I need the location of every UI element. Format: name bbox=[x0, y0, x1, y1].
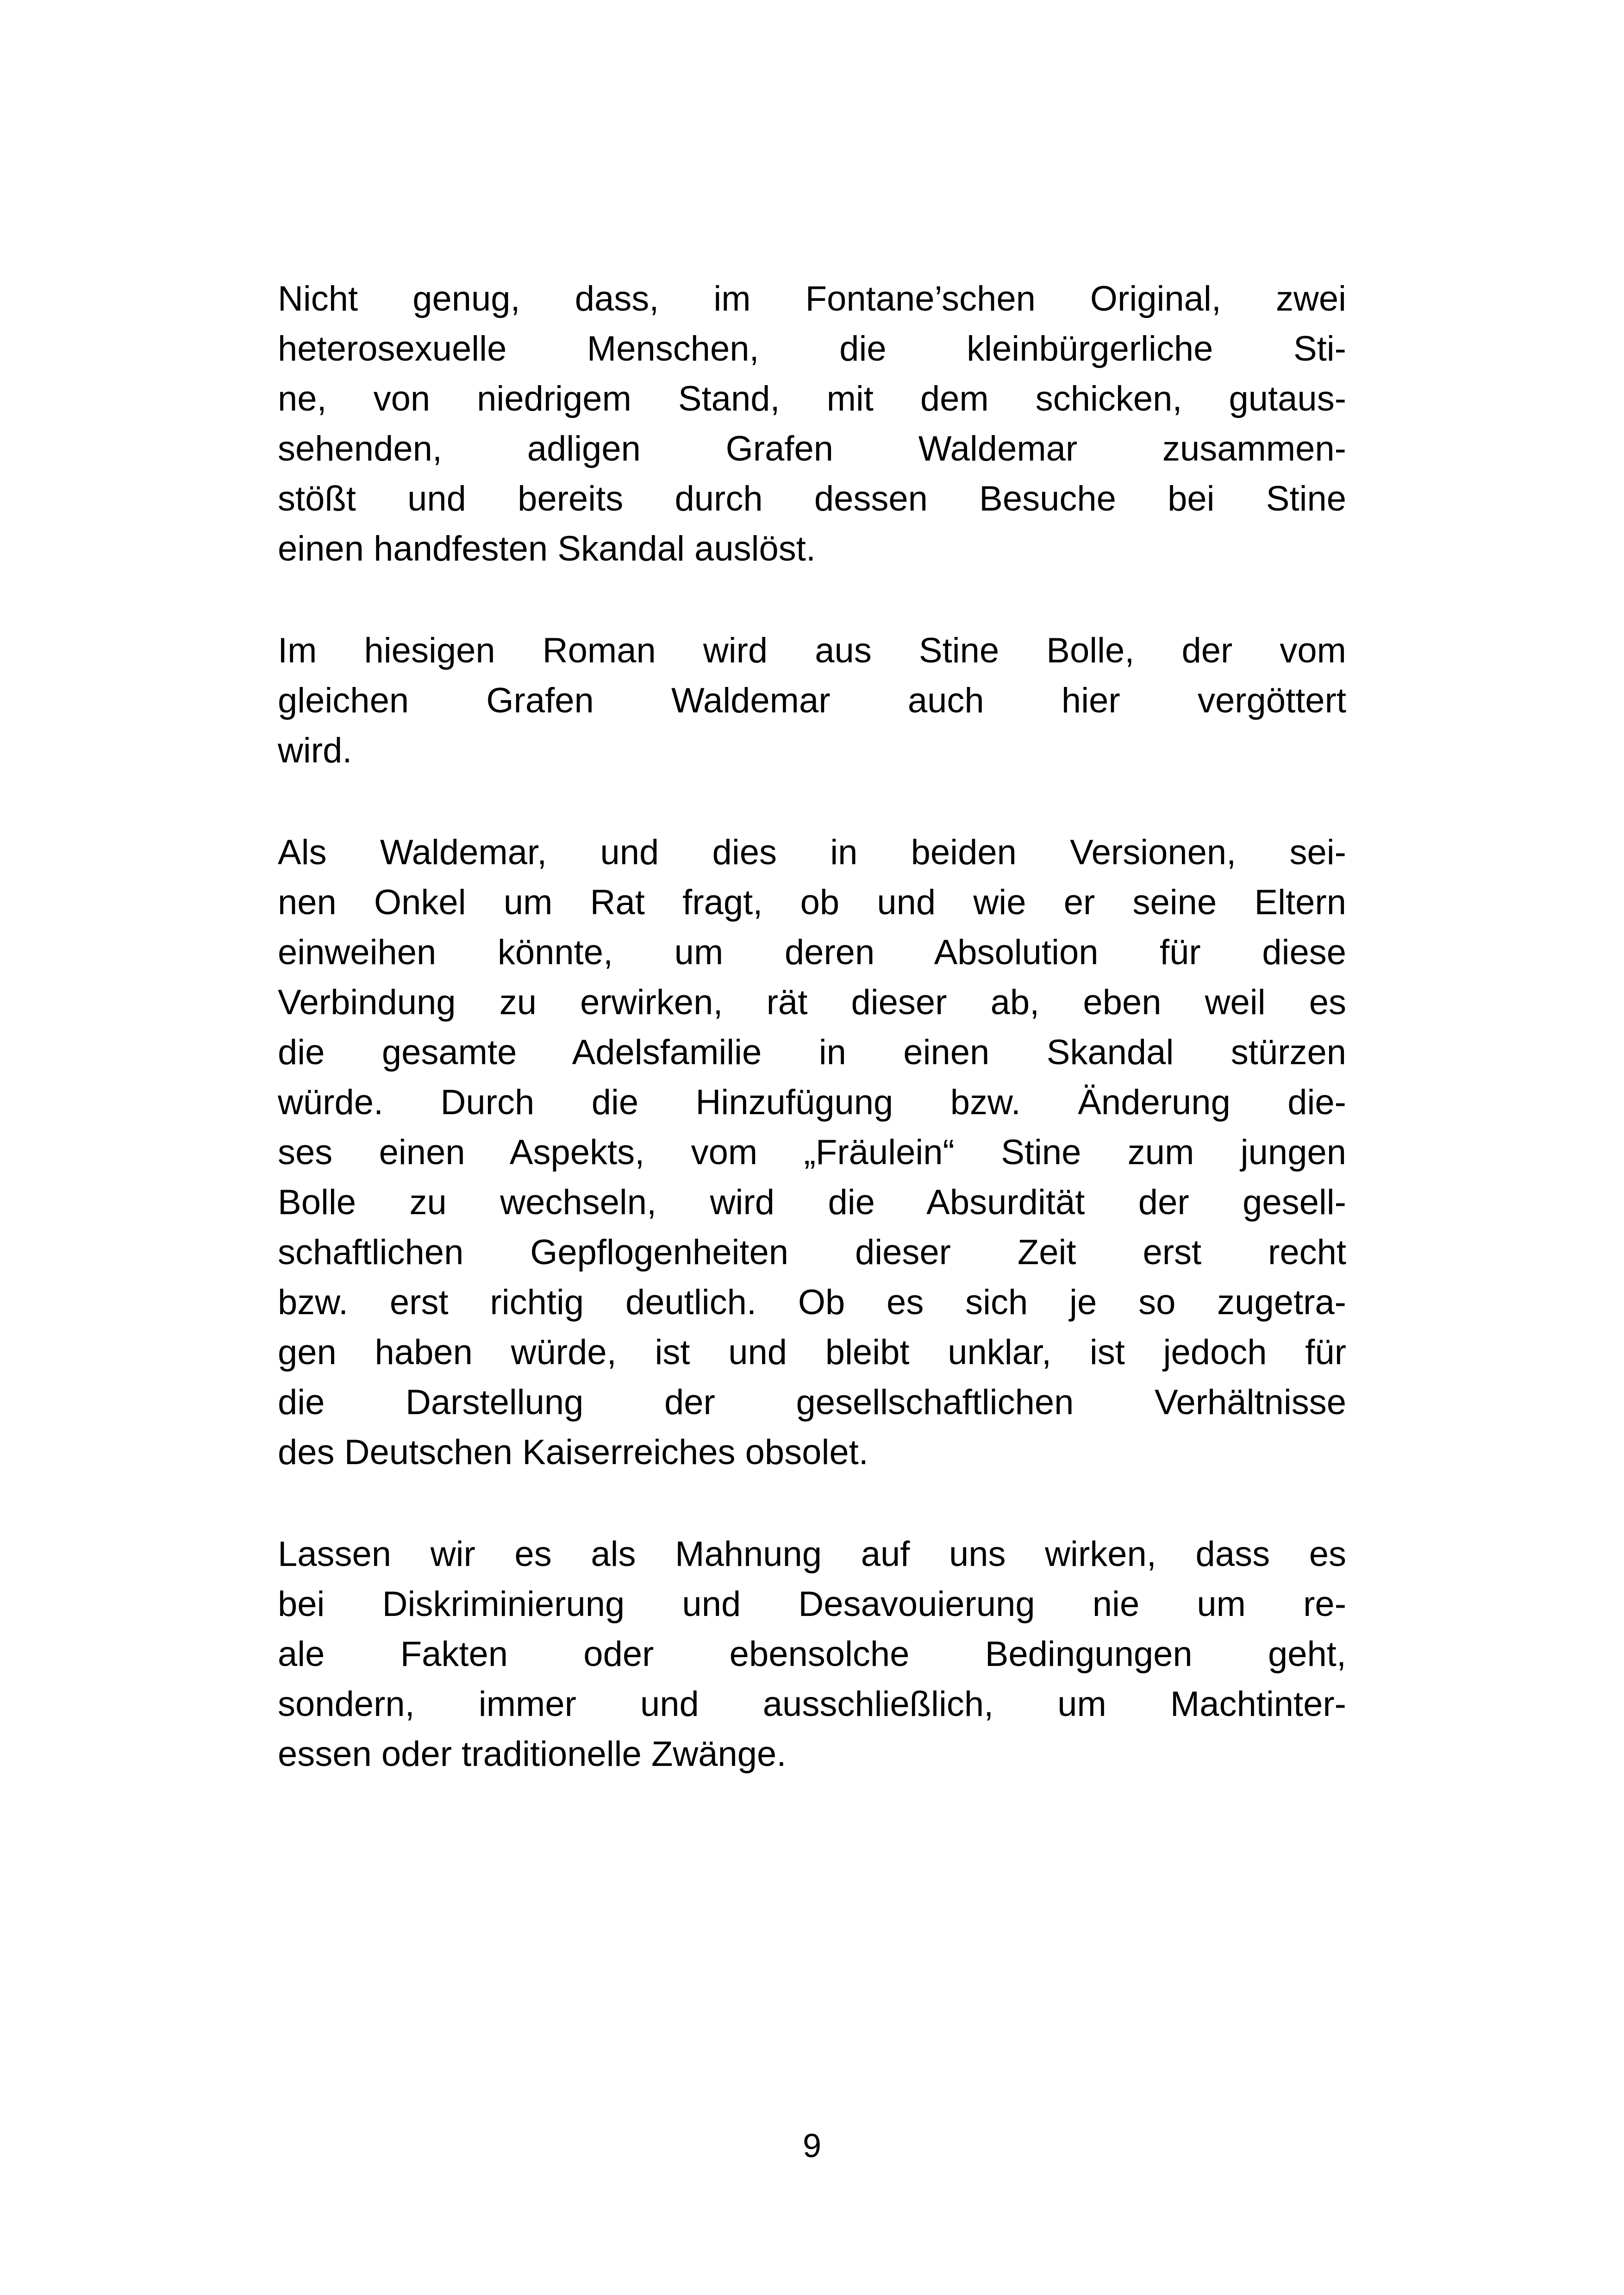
text-line: stößt und bereits durch dessen Besuche bei Stine bbox=[278, 479, 1346, 518]
text-line: nen Onkel um Rat fragt, ob und wie er seine Eltern bbox=[278, 883, 1346, 922]
text-line: Verbindung zu erwirken, rät dieser ab, eben weil es bbox=[278, 983, 1346, 1022]
text-line: Lassen wir es als Mahnung auf uns wirken, dass es bbox=[278, 1534, 1346, 1574]
text-block bbox=[278, 274, 1346, 1779]
text-line: die Darstellung der gesellschaftlichen Verhältnisse bbox=[278, 1383, 1346, 1422]
text-line: ses einen Aspekts, vom „Fräulein“ Stine zum jungen bbox=[278, 1133, 1346, 1172]
text-line: sehenden, adligen Grafen Waldemar zusammen- bbox=[278, 429, 1346, 468]
text-line: bei Diskriminierung und Desavouierung nie um re- bbox=[278, 1584, 1346, 1624]
paragraph bbox=[278, 828, 1346, 1478]
text-line: einen handfesten Skandal auslöst. bbox=[278, 529, 816, 568]
text-line: ale Fakten oder ebensolche Bedingungen geht, bbox=[278, 1634, 1346, 1674]
text-line: die gesamte Adelsfamilie in einen Skandal stürzen bbox=[278, 1033, 1346, 1072]
text-line: bzw. erst richtig deutlich. Ob es sich je so zugetra- bbox=[278, 1283, 1346, 1322]
text-line: des Deutschen Kaiserreiches obsolet. bbox=[278, 1433, 868, 1472]
text-line: einweihen könnte, um deren Absolution für diese bbox=[278, 933, 1346, 972]
page-number: 9 bbox=[802, 2127, 822, 2164]
paragraph bbox=[278, 274, 1346, 574]
text-line: schaftlichen Gepflogenheiten dieser Zeit erst recht bbox=[278, 1233, 1346, 1272]
text-line: gleichen Grafen Waldemar auch hier vergöttert bbox=[278, 681, 1346, 720]
paragraph bbox=[278, 626, 1346, 776]
text-line: Bolle zu wechseln, wird die Absurdität der gesell- bbox=[278, 1183, 1346, 1222]
text-line: wird. bbox=[278, 731, 352, 770]
text-line: gen haben würde, ist und bleibt unklar, ist jedoch für bbox=[278, 1333, 1346, 1372]
text-line: Als Waldemar, und dies in beiden Versionen, sei- bbox=[278, 833, 1346, 872]
text-line: Im hiesigen Roman wird aus Stine Bolle, der vom bbox=[278, 631, 1346, 670]
text-line: Nicht genug, dass, im Fontane’schen Original, zwei bbox=[278, 279, 1346, 318]
text-line: heterosexuelle Menschen, die kleinbürgerliche Sti- bbox=[278, 329, 1346, 368]
text-line: ne, von niedrigem Stand, mit dem schicken, gutaus- bbox=[278, 379, 1346, 418]
paragraph bbox=[278, 1529, 1346, 1779]
text-line: sondern, immer und ausschließlich, um Machtinter- bbox=[278, 1684, 1346, 1724]
text-line: essen oder traditionelle Zwänge. bbox=[278, 1734, 787, 1774]
text-line: würde. Durch die Hinzufügung bzw. Änderung die- bbox=[278, 1083, 1346, 1122]
